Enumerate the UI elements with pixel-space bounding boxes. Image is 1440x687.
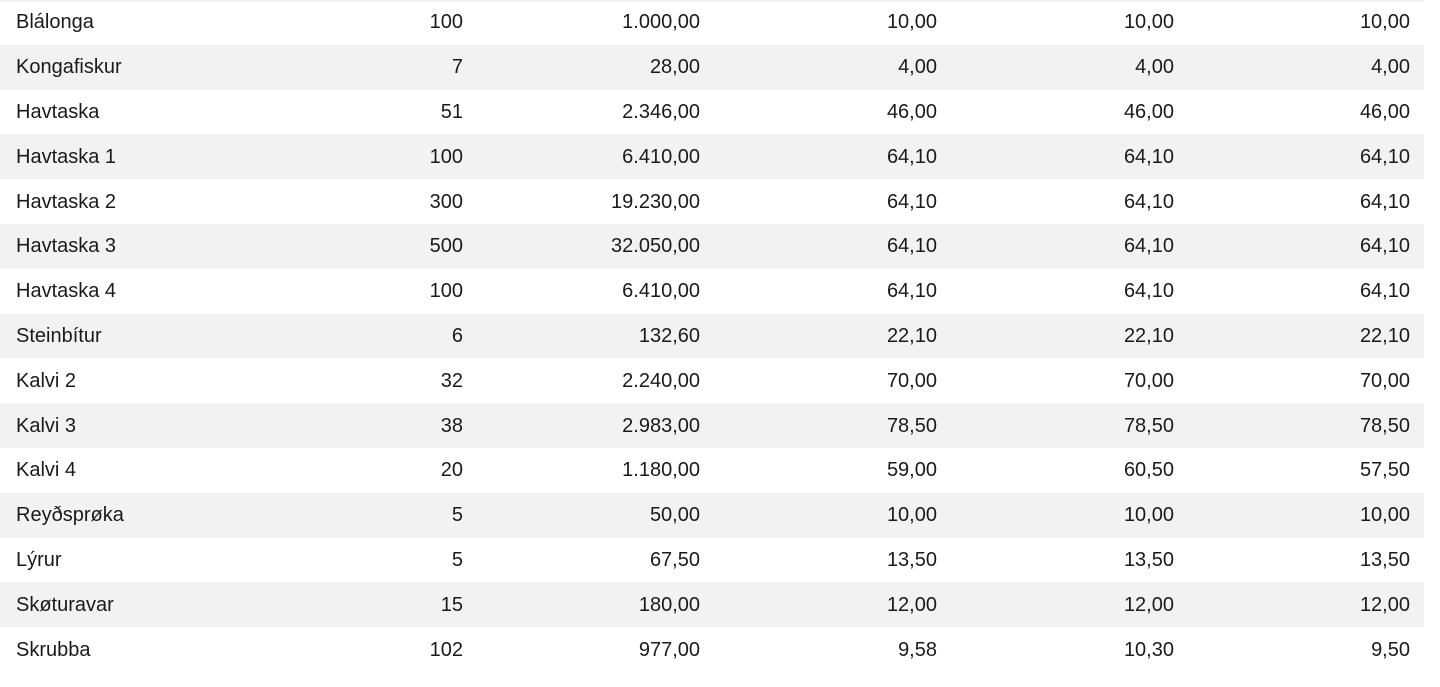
quantity-cell: 300 bbox=[429, 190, 463, 213]
average-price-cell: 46,00 bbox=[886, 100, 937, 123]
average-price-cell: 10,00 bbox=[886, 504, 937, 527]
species-name-cell: Steinbítur bbox=[16, 324, 102, 347]
max-price-cell: 12,00 bbox=[1123, 593, 1174, 616]
min-price-cell: 46,00 bbox=[1359, 100, 1410, 123]
table-row bbox=[0, 403, 1424, 448]
total-cell: 2.346,00 bbox=[622, 100, 700, 123]
min-price-cell: 64,10 bbox=[1359, 190, 1410, 213]
total-cell: 1.000,00 bbox=[622, 11, 700, 34]
min-price-cell: 64,10 bbox=[1359, 235, 1410, 258]
total-cell: 180,00 bbox=[638, 593, 700, 616]
average-price-cell: 70,00 bbox=[886, 369, 937, 392]
total-cell: 6.410,00 bbox=[622, 145, 700, 168]
species-name-cell: Reyðsprøka bbox=[16, 504, 124, 527]
quantity-cell: 100 bbox=[429, 280, 463, 303]
average-price-cell: 22,10 bbox=[886, 324, 937, 347]
species-name-cell: Havtaska 3 bbox=[16, 235, 117, 258]
min-price-cell: 12,00 bbox=[1359, 593, 1410, 616]
min-price-cell: 4,00 bbox=[1371, 56, 1410, 79]
species-name-cell: Kongafiskur bbox=[16, 56, 122, 79]
quantity-cell: 6 bbox=[451, 324, 463, 347]
max-price-cell: 22,10 bbox=[1123, 324, 1174, 347]
table-row bbox=[0, 224, 1424, 269]
species-name-cell: Lýrur bbox=[16, 548, 62, 571]
table-row bbox=[0, 134, 1424, 179]
min-price-cell: 57,50 bbox=[1359, 459, 1410, 482]
min-price-cell: 22,10 bbox=[1359, 324, 1410, 347]
table-row bbox=[0, 493, 1424, 538]
average-price-cell: 12,00 bbox=[886, 593, 937, 616]
quantity-cell: 15 bbox=[440, 593, 463, 616]
table-row bbox=[0, 314, 1424, 359]
max-price-cell: 10,00 bbox=[1123, 504, 1174, 527]
table-row bbox=[0, 538, 1424, 583]
quantity-cell: 5 bbox=[451, 504, 463, 527]
min-price-cell: 64,10 bbox=[1359, 145, 1410, 168]
total-cell: 50,00 bbox=[649, 504, 700, 527]
total-cell: 6.410,00 bbox=[622, 280, 700, 303]
species-name-cell: Skøturavar bbox=[16, 593, 114, 616]
table-row bbox=[0, 582, 1424, 627]
average-price-cell: 64,10 bbox=[886, 145, 937, 168]
table-row bbox=[0, 45, 1424, 90]
max-price-cell: 13,50 bbox=[1123, 548, 1174, 571]
min-price-cell: 78,50 bbox=[1359, 414, 1410, 437]
max-price-cell: 64,10 bbox=[1123, 145, 1174, 168]
quantity-cell: 500 bbox=[429, 235, 463, 258]
species-name-cell: Havtaska 1 bbox=[16, 145, 117, 168]
total-cell: 132,60 bbox=[638, 324, 700, 347]
total-cell: 67,50 bbox=[649, 548, 700, 571]
table-row bbox=[0, 90, 1424, 135]
average-price-cell: 13,50 bbox=[886, 548, 937, 571]
min-price-cell: 10,00 bbox=[1359, 11, 1410, 34]
table-row bbox=[0, 179, 1424, 224]
species-name-cell: Havtaska bbox=[16, 100, 100, 123]
average-price-cell: 64,10 bbox=[886, 280, 937, 303]
quantity-cell: 100 bbox=[429, 11, 463, 34]
total-cell: 2.983,00 bbox=[622, 414, 700, 437]
species-name-cell: Kalvi 2 bbox=[16, 369, 77, 392]
min-price-cell: 64,10 bbox=[1359, 280, 1410, 303]
quantity-cell: 7 bbox=[451, 56, 463, 79]
total-cell: 32.050,00 bbox=[611, 235, 700, 258]
table-row bbox=[0, 448, 1424, 493]
quantity-cell: 51 bbox=[440, 100, 463, 123]
species-name-cell: Skrubba bbox=[16, 638, 91, 661]
max-price-cell: 78,50 bbox=[1123, 414, 1174, 437]
min-price-cell: 13,50 bbox=[1359, 548, 1410, 571]
quantity-cell: 100 bbox=[429, 145, 463, 168]
average-price-cell: 4,00 bbox=[898, 56, 937, 79]
total-cell: 1.180,00 bbox=[622, 459, 700, 482]
quantity-cell: 38 bbox=[440, 414, 463, 437]
average-price-cell: 59,00 bbox=[886, 459, 937, 482]
max-price-cell: 60,50 bbox=[1123, 459, 1174, 482]
species-name-cell: Kalvi 4 bbox=[16, 459, 77, 482]
table-row bbox=[0, 358, 1424, 403]
total-cell: 977,00 bbox=[638, 638, 700, 661]
average-price-cell: 10,00 bbox=[886, 11, 937, 34]
species-name-cell: Havtaska 2 bbox=[16, 190, 117, 213]
species-name-cell: Kalvi 3 bbox=[16, 414, 77, 437]
table-top-divider bbox=[0, 0, 1424, 2]
average-price-cell: 64,10 bbox=[886, 190, 937, 213]
quantity-cell: 20 bbox=[440, 459, 463, 482]
max-price-cell: 64,10 bbox=[1123, 235, 1174, 258]
total-cell: 28,00 bbox=[649, 56, 700, 79]
total-cell: 19.230,00 bbox=[611, 190, 700, 213]
min-price-cell: 10,00 bbox=[1359, 504, 1410, 527]
max-price-cell: 10,00 bbox=[1123, 11, 1174, 34]
total-cell: 2.240,00 bbox=[622, 369, 700, 392]
max-price-cell: 64,10 bbox=[1123, 190, 1174, 213]
species-name-cell: Havtaska 4 bbox=[16, 280, 117, 303]
quantity-cell: 32 bbox=[440, 369, 463, 392]
table-row bbox=[0, 269, 1424, 314]
table-row bbox=[0, 0, 1424, 45]
max-price-cell: 70,00 bbox=[1123, 369, 1174, 392]
average-price-cell: 78,50 bbox=[886, 414, 937, 437]
quantity-cell: 102 bbox=[429, 638, 463, 661]
table-row bbox=[0, 627, 1424, 672]
max-price-cell: 64,10 bbox=[1123, 280, 1174, 303]
max-price-cell: 46,00 bbox=[1123, 100, 1174, 123]
min-price-cell: 70,00 bbox=[1359, 369, 1410, 392]
average-price-cell: 9,58 bbox=[898, 638, 937, 661]
max-price-cell: 4,00 bbox=[1135, 56, 1174, 79]
species-name-cell: Blálonga bbox=[16, 11, 94, 34]
min-price-cell: 9,50 bbox=[1371, 638, 1410, 661]
average-price-cell: 64,10 bbox=[886, 235, 937, 258]
quantity-cell: 5 bbox=[451, 548, 463, 571]
max-price-cell: 10,30 bbox=[1123, 638, 1174, 661]
